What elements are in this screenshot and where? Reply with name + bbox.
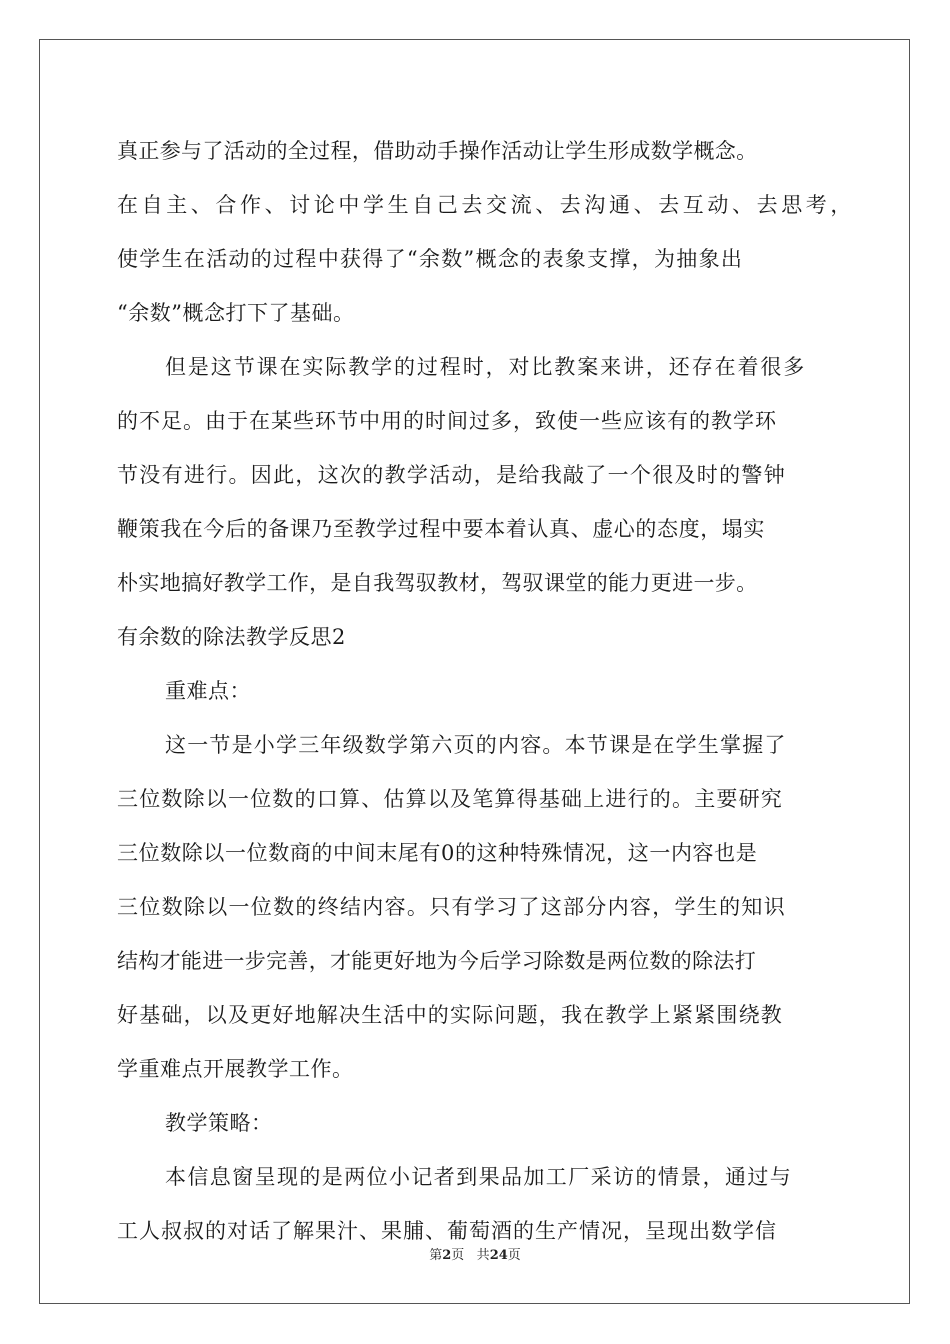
paragraph-line: 使学生在活动的过程中获得了“余数”概念的表象支撑，为抽象出 (117, 247, 744, 271)
paragraph-line: 的不足。由于在某些环节中用的时间过多，致使一些应该有的教学环 (117, 409, 777, 433)
footer-total-prefix: 共 (476, 1248, 490, 1263)
paragraph-line: 工人叔叔的对话了解果汁、果脯、葡萄酒的生产情况，呈现出数学信 (117, 1219, 777, 1243)
paragraph-line: 鞭策我在今后的备课乃至教学过程中要本着认真、虚心的态度，塌实 (117, 517, 765, 541)
section-heading: 有余数的除法教学反思2 (117, 625, 346, 649)
footer-total-unit: 页 (507, 1248, 521, 1263)
paragraph-line: 结构才能进一步完善，才能更好地为今后学习除数是两位数的除法打 (117, 949, 756, 973)
page-footer (0, 1244, 950, 1263)
paragraph-line: 三位数除以一位数的口算、估算以及笔算得基础上进行的。主要研究 (117, 787, 783, 811)
paragraph-line: 朴实地搞好教学工作，是自我驾驭教材，驾驭课堂的能力更进一步。 (117, 571, 758, 595)
paragraph-line: 好基础，以及更好地解决生活中的实际问题，我在教学上紧紧围绕教 (117, 1003, 783, 1027)
subheading-strategy: 教学策略： (165, 1111, 273, 1135)
paragraph-line: 本信息窗呈现的是两位小记者到果品加工厂采访的情景，通过与 (165, 1165, 793, 1189)
footer-page-unit: 页 (451, 1248, 465, 1263)
footer-page-prefix: 第 (429, 1248, 443, 1263)
footer-page-total: 24 (489, 1248, 508, 1263)
footer-page-current: 2 (442, 1248, 452, 1263)
paragraph-line: 学重难点开展教学工作。 (117, 1057, 354, 1081)
paragraph-line: “余数”概念打下了基础。 (117, 301, 355, 325)
paragraph-line: 三位数除以一位数的终结内容。只有学习了这部分内容，学生的知识 (117, 895, 786, 919)
paragraph-line: 真正参与了活动的全过程，借助动手操作活动让学生形成数学概念。 (117, 139, 758, 163)
paragraph-line: 三位数除以一位数商的中间末尾有0的这种特殊情况，这一内容也是 (117, 841, 758, 865)
paragraph-line: 但是这节课在实际教学的过程时，对比教案来讲，还存在着很多 (165, 355, 807, 379)
paragraph-line: 节没有进行。因此，这次的教学活动，是给我敲了一个很及时的警钟 (117, 463, 786, 487)
paragraph-line: 在自主、合作、讨论中学生自己去交流、去沟通、去互动、去思考， (117, 193, 855, 217)
document-body (117, 124, 855, 1258)
paragraph-line: 这一节是小学三年级数学第六页的内容。本节课是在学生掌握了 (165, 733, 787, 757)
subheading-difficulty: 重难点： (165, 679, 251, 703)
